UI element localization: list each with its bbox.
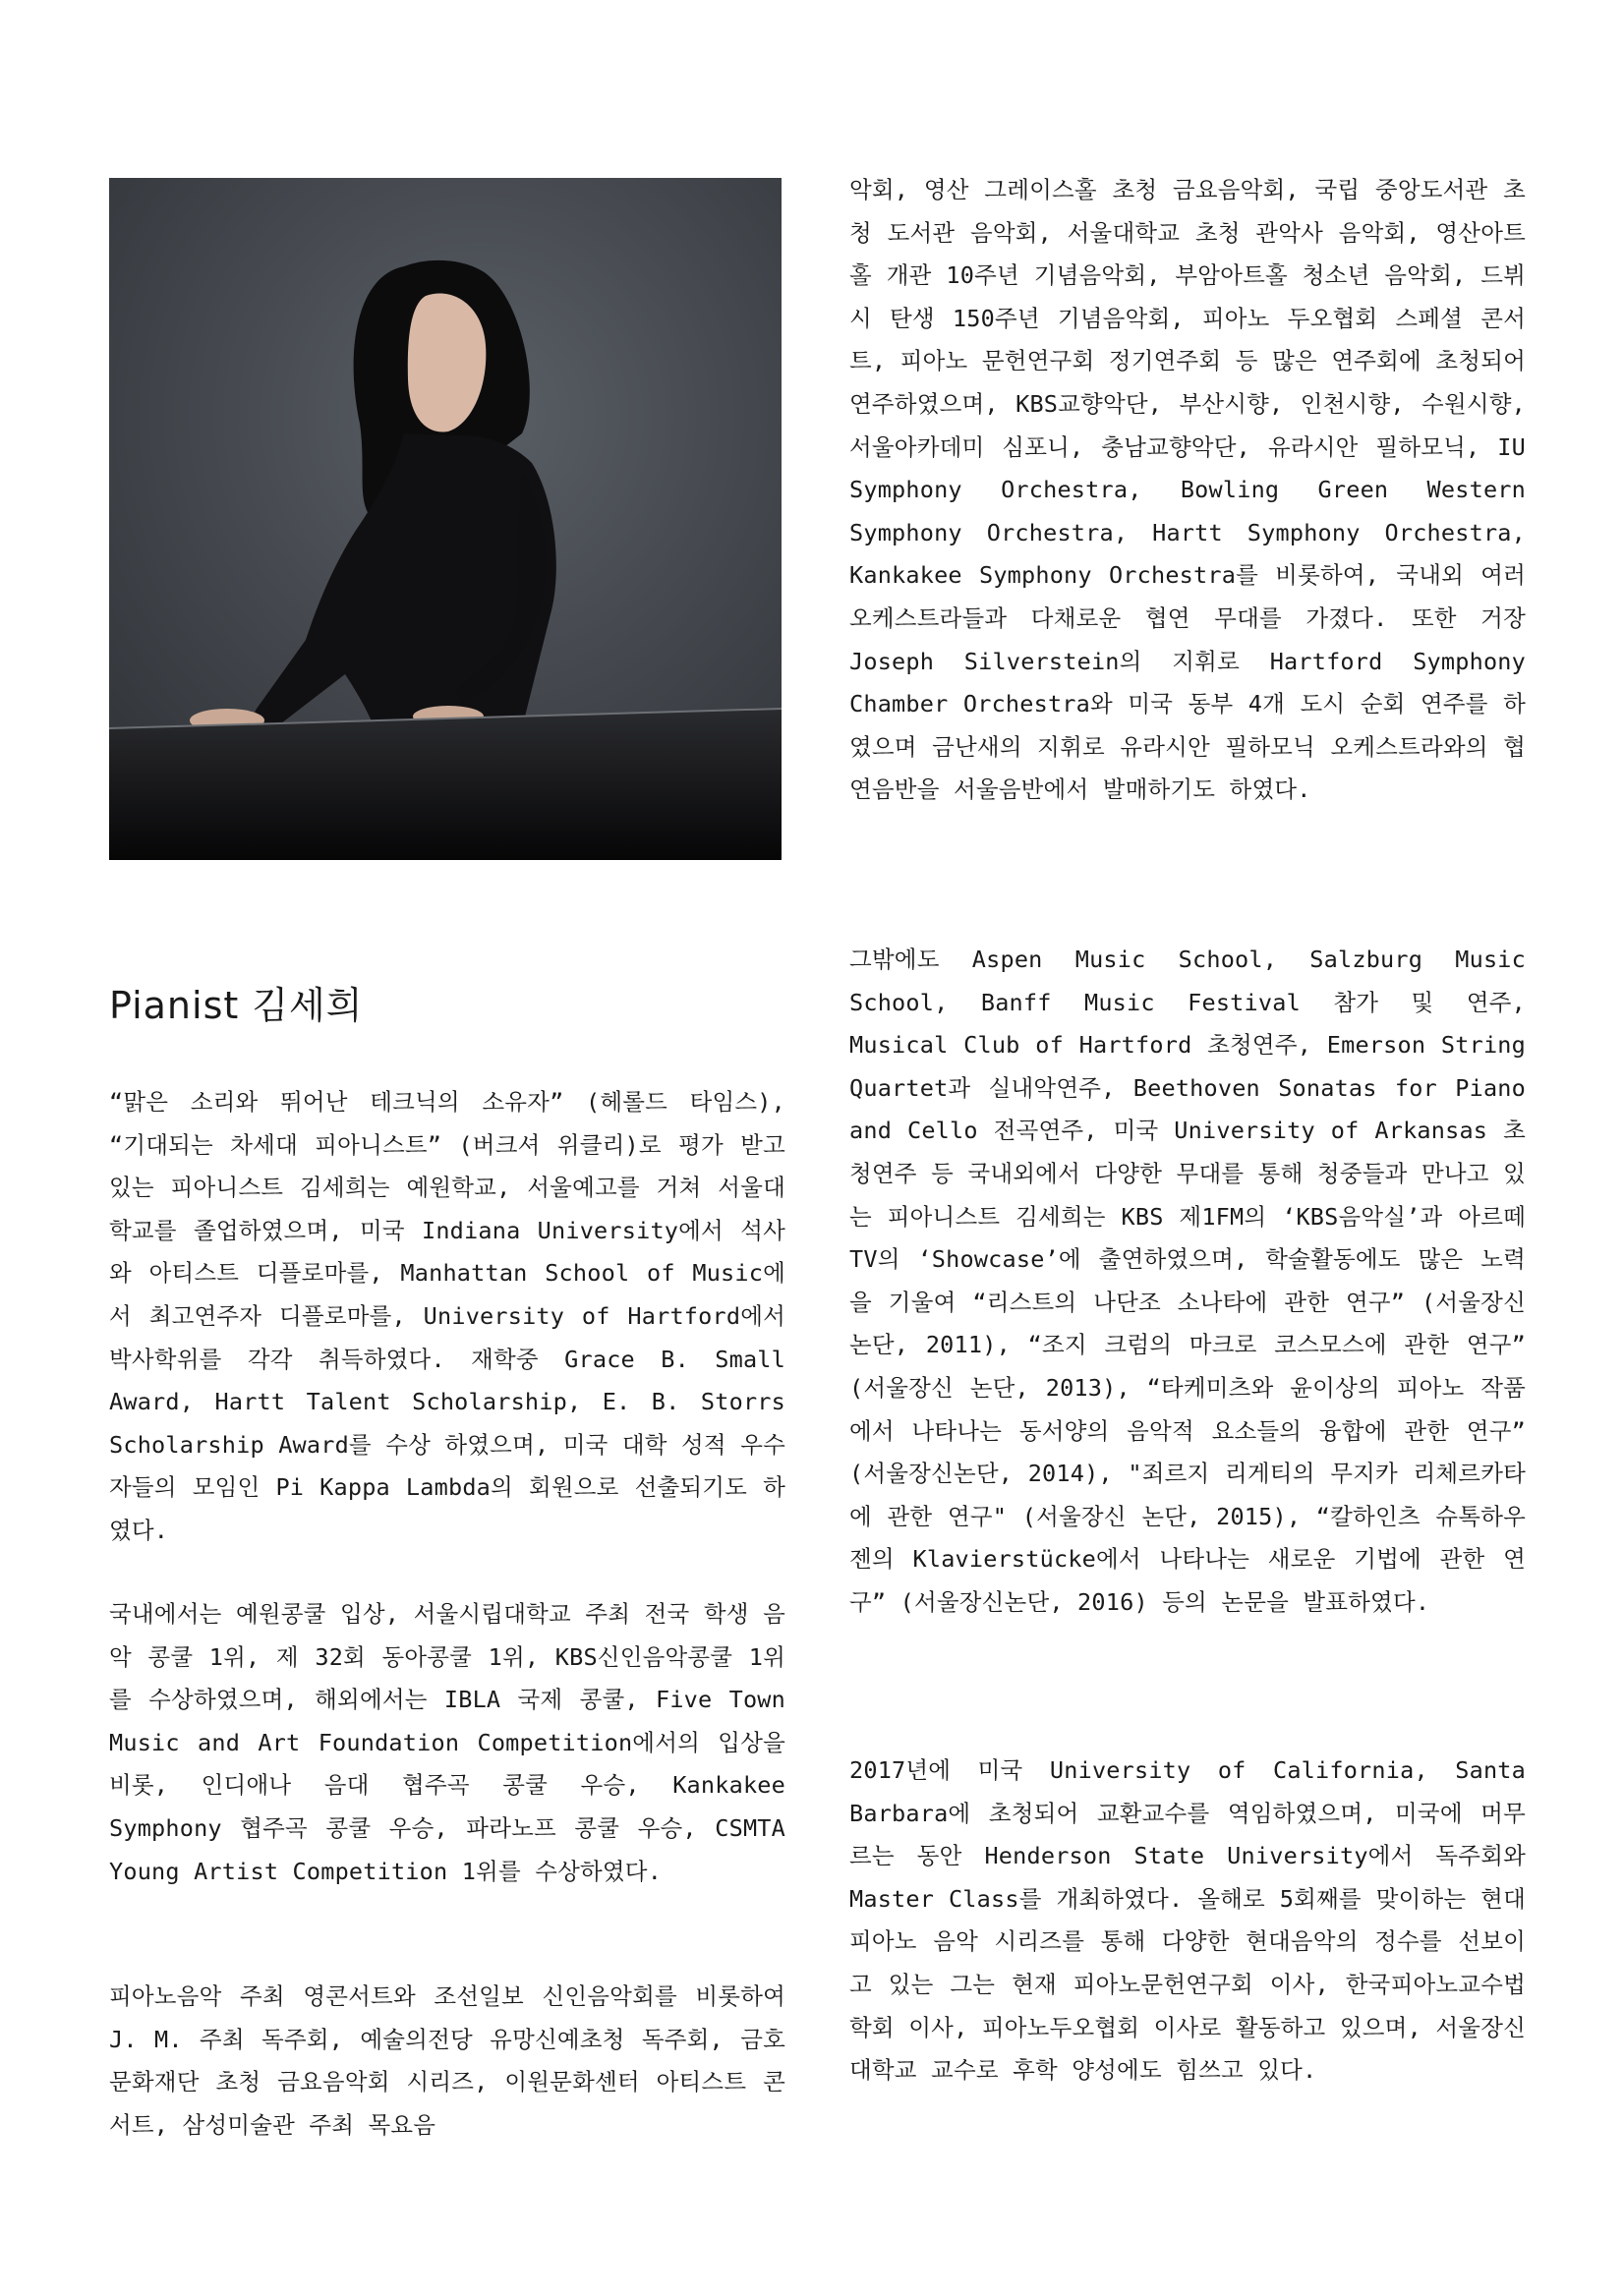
bio-paragraph-activities: 그밖에도 Aspen Music School, Salzburg Music School, Banff Music Festival 참가 및 연주, Musical Club of Hartford 초청연주, Emerson String Quartet과 실내악연주, Beethoven Sonatas for Piano and Cello 전곡연주, 미국 University of Arkansas 초청연주 등 국내외에서 다양한 무대를 통해 청중들과 만나고 있는 피아니스트 김세희는 KBS 제1FM의 ‘KBS음악실’과 아르떼TV의 ‘Showcase’에 출연하였으며, 학술활동에도 많은 노력을 기울여 “리스트의 나단조 소나타에 관한 연구” (서울장신논단, 2011), “조지 크럼의 마크로 코스모스에 관한 연구” (서울장신 논단, 2013), “타케미츠와 윤이상의 피아노 작품에서 나타나는 동서양의 음악적 요소들의 융합에 관한 연구” (서울장신논단, 2014), "죄르지 리게티의 무지카 리체르카타에 관한 연구" (서울장신 논단, 2015), “칼하인츠 슈톡하우젠의 Klavierstücke에서 나타나는 새로운 기법에 관한 연구” (서울장신논단, 2016) 등의 논문을 발표하였다. (849, 946, 1526, 1616)
page-title: Pianist 김세희 (109, 984, 364, 1027)
bio-paragraph-recitals: 피아노음악 주최 영콘서트와 조선일보 신인음악회를 비롯하여 J. M. 주최 독주회, 예술의전당 유망신예초청 독주회, 금호문화재단 초청 금요음악회 시리즈, 이원문화센터 아티스트 콘서트, 삼성미술관 주최 목요음 (109, 1982, 785, 2139)
bio-paragraph-current: 2017년에 미국 University of California, Santa Barbara에 초청되어 교환교수를 역임하였으며, 미국에 머무르는 동안 Henderson State University에서 독주회와 Master Class를 개최하였다. 올해로 5회째를 맞이하는 현대피아노 음악 시리즈를 통해 다양한 현대음악의 정수를 선보이고 있는 그는 현재 피아노문헌연구회 이사, 한국피아노교수법학회 이사, 피아노두오협회 이사로 활동하고 있으며, 서울장신대학교 교수로 후학 양성에도 힘쓰고 있다. (849, 1756, 1526, 2085)
bio-paragraph-concerts: 악회, 영산 그레이스홀 초청 금요음악회, 국립 중앙도서관 초청 도서관 음악회, 서울대학교 초청 관악사 음악회, 영산아트홀 개관 10주년 기념음악회, 부암아트홀 청소년 음악회, 드뷔시 탄생 150주년 기념음악회, 피아노 두오협회 스페셜 콘서트, 피아노 문헌연구회 정기연주회 등 많은 연주회에 초청되어 연주하였으며, KBS교향악단, 부산시향, 인천시향, 수원시향, 서울아카데미 심포니, 충남교향악단, 유라시안 필하모닉, IU Symphony Orchestra, Bowling Green Western Symphony Orchestra, Hartt Symphony Orchestra, Kankakee Symphony Orchestra를 비롯하여, 국내외 여러 오케스트라들과 다채로운 협연 무대를 가졌다. 또한 거장 Joseph Silverstein의 지휘로 Hartford Symphony Chamber Orchestra와 미국 동부 4개 도시 순회 연주를 하였으며 금난새의 지휘로 유라시안 필하모닉 오케스트라와의 협연음반을 서울음반에서 발매하기도 하였다. (849, 176, 1526, 804)
bio-paragraph-education: “맑은 소리와 뛰어난 테크닉의 소유자” (헤롤드 타임스), “기대되는 차세대 피아니스트” (버크셔 위클리)로 평가 받고있는 피아니스트 김세희는 예원학교, 서울예고를 거쳐 서울대학교를 졸업하였으며, 미국 Indiana University에서 석사와 아티스트 디플로마를, Manhattan School of Music에서 최고연주자 디플로마를, University of Hartford에서 박사학위를 각각 취득하였다. 재학중 Grace B. Small Award, Hartt Talent Scholarship, E. B. Storrs Scholarship Award를 수상 하였으며, 미국 대학 성적 우수자들의 모임인 Pi Kappa Lambda의 회원으로 선출되기도 하였다. (109, 1088, 785, 1544)
pianist-photo (109, 178, 782, 860)
bio-paragraph-awards: 국내에서는 예원콩쿨 입상, 서울시립대학교 주최 전국 학생 음악 콩쿨 1위, 제 32회 동아콩쿨 1위, KBS신인음악콩쿨 1위를 수상하였으며, 해외에서는 IBLA 국제 콩쿨, Five Town Music and Art Foundation Competition에서의 입상을 비롯, 인디애나 음대 협주곡 콩쿨 우승, Kankakee Symphony 협주곡 콩쿨 우승, 파라노프 콩쿨 우승, CSMTA Young Artist Competition 1위를 수상하였다. (109, 1600, 785, 1885)
pianist-portrait-illustration (109, 178, 782, 860)
